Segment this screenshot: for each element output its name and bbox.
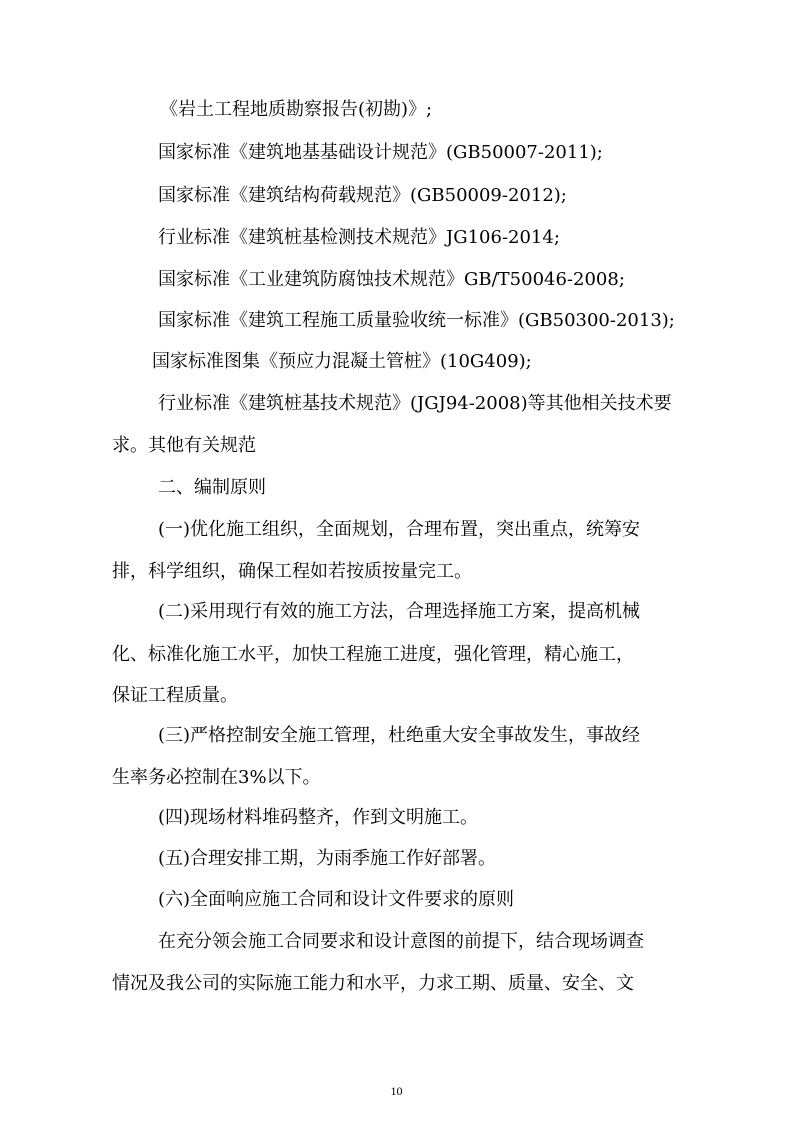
text-line: (一)优化施工组织，全面规划，合理布置，突出重点，统筹安 — [158, 519, 641, 540]
text-line: (三)严格控制安全施工管理，杜绝重大安全事故发生，事故经 — [158, 725, 641, 746]
text-line: 在充分领会施工合同要求和设计意图的前提下，结合现场调查 — [158, 931, 644, 952]
text-line: 国家标准图集《预应力混凝土管桩》(10G409); — [152, 351, 532, 372]
section-heading: 二、编制原则 — [158, 477, 266, 498]
text-line: 国家标准《建筑结构荷载规范》(GB50009-2012); — [158, 185, 567, 206]
text-line: 生率务必控制在3%以下。 — [112, 767, 321, 788]
text-line: 行业标准《建筑桩基检测技术规范》JG106-2014; — [158, 227, 560, 248]
text-line: 国家标准《建筑工程施工质量验收统一标准》(GB50300-2013); — [158, 310, 675, 331]
page-number: 10 — [390, 1084, 403, 1098]
text-line: (四)现场材料堆码整齐，作到文明施工。 — [158, 807, 479, 828]
text-line: 行业标准《建筑桩基技术规范》(JGJ94-2008)等其他相关技术要 — [158, 393, 672, 414]
text-line: 排，科学组织，确保工程如若按质按量完工。 — [112, 561, 472, 582]
text-line: (五)合理安排工期，为雨季施工作好部署。 — [158, 848, 497, 869]
text-line: 情况及我公司的实际施工能力和水平，力求工期、质量、安全、文 — [112, 973, 634, 994]
text-line: (六)全面响应施工合同和设计文件要求的原则 — [158, 889, 515, 910]
text-line: 求。其他有关规范 — [112, 435, 256, 456]
text-line: 《岩土工程地质勘察报告(初勘)》; — [160, 99, 433, 120]
text-line: (二)采用现行有效的施工方法，合理选择施工方案，提高机械 — [158, 601, 641, 622]
text-line: 保证工程质量。 — [112, 685, 238, 706]
text-line: 国家标准《建筑地基基础设计规范》(GB50007-2011); — [158, 142, 603, 163]
text-line: 国家标准《工业建筑防腐蚀技术规范》GB/T50046-2008; — [158, 269, 625, 290]
text-line: 化、标准化施工水平，加快工程施工进度，强化管理，精心施工， — [112, 644, 634, 665]
